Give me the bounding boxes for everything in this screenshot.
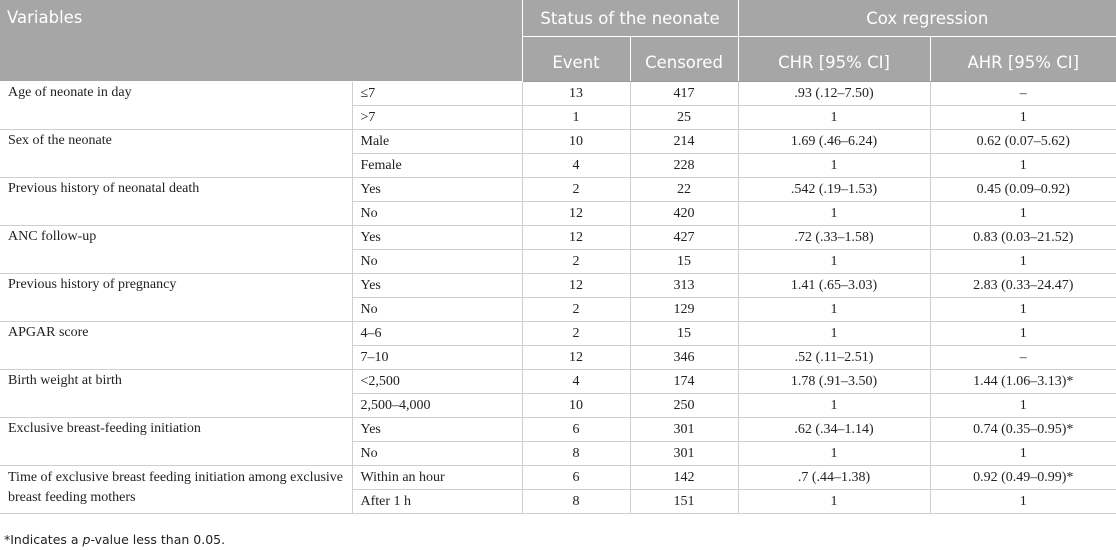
cell-event: 12 [522,226,630,250]
cell-level: Female [352,154,522,178]
table-row [0,82,1116,106]
cell-variable: Previous history of pregnancy [0,274,352,322]
cell-level: Yes [352,226,522,250]
cell-event: 12 [522,346,630,370]
cell-event: 12 [522,274,630,298]
cell-censored: 250 [630,394,738,418]
cell-ahr: 0.45 (0.09–0.92) [930,178,1116,202]
cell-event: 10 [522,394,630,418]
footnote-suffix: -value less than 0.05. [90,532,226,547]
header-row-1 [0,0,1116,37]
cell-censored: 142 [630,466,738,490]
cell-event: 1 [522,106,630,130]
cell-variable: Age of neonate in day [0,82,352,130]
cell-ahr: 0.62 (0.07–5.62) [930,130,1116,154]
cell-level: <2,500 [352,370,522,394]
table-row [0,130,1116,154]
cell-event: 8 [522,442,630,466]
cell-variable: Sex of the neonate [0,130,352,178]
cell-ahr: 1 [930,442,1116,466]
cell-censored: 420 [630,202,738,226]
cell-event: 6 [522,418,630,442]
cell-ahr: – [930,82,1116,106]
table-row [0,322,1116,346]
cell-censored: 417 [630,82,738,106]
cell-censored: 15 [630,250,738,274]
cell-chr: 1 [738,250,930,274]
cell-ahr: 1 [930,298,1116,322]
cell-level: 2,500–4,000 [352,394,522,418]
cell-level: After 1 h [352,490,522,514]
cell-ahr: 1 [930,202,1116,226]
cell-level: 4–6 [352,322,522,346]
cell-event: 13 [522,82,630,106]
header-variables: Variables [0,0,522,82]
cell-ahr: 1 [930,322,1116,346]
cell-ahr: 1 [930,394,1116,418]
cell-censored: 346 [630,346,738,370]
cell-censored: 228 [630,154,738,178]
cell-level: Yes [352,418,522,442]
header-censored: Censored [630,37,738,82]
cell-chr: 1.78 (.91–3.50) [738,370,930,394]
header-status-group: Status of the neonate [522,0,738,37]
cell-censored: 301 [630,442,738,466]
cell-event: 2 [522,178,630,202]
cell-censored: 22 [630,178,738,202]
cell-chr: .52 (.11–2.51) [738,346,930,370]
cell-chr: .62 (.34–1.14) [738,418,930,442]
cell-chr: 1 [738,322,930,346]
cell-chr: 1 [738,154,930,178]
cell-variable: Previous history of neonatal death [0,178,352,226]
cell-censored: 129 [630,298,738,322]
cell-level: No [352,442,522,466]
cell-chr: 1 [738,106,930,130]
cell-chr: 1.41 (.65–3.03) [738,274,930,298]
cell-ahr: 1 [930,250,1116,274]
cell-chr: 1.69 (.46–6.24) [738,130,930,154]
cell-ahr: 1 [930,490,1116,514]
cell-chr: .93 (.12–7.50) [738,82,930,106]
cell-ahr: – [930,346,1116,370]
cell-level: ≤7 [352,82,522,106]
cell-level: Yes [352,178,522,202]
cell-chr: .542 (.19–1.53) [738,178,930,202]
table-row [0,178,1116,202]
cell-event: 4 [522,370,630,394]
cell-event: 6 [522,466,630,490]
cell-variable: Exclusive breast-feeding initiation [0,418,352,466]
header-chr: CHR [95% CI] [738,37,930,82]
cell-level: Yes [352,274,522,298]
cell-variable: ANC follow-up [0,226,352,274]
cell-ahr: 1 [930,106,1116,130]
cell-ahr: 0.83 (0.03–21.52) [930,226,1116,250]
cell-chr: 1 [738,298,930,322]
cell-variable: APGAR score [0,322,352,370]
cell-ahr: 0.74 (0.35–0.95)* [930,418,1116,442]
table-row [0,418,1116,442]
cell-event: 4 [522,154,630,178]
cell-chr: 1 [738,490,930,514]
cell-censored: 427 [630,226,738,250]
cell-event: 2 [522,298,630,322]
footnote [4,532,225,547]
cell-level: No [352,298,522,322]
table-row [0,274,1116,298]
table-row [0,226,1116,250]
header-cox-group: Cox regression [738,0,1116,37]
cell-chr: .72 (.33–1.58) [738,226,930,250]
cell-ahr: 2.83 (0.33–24.47) [930,274,1116,298]
cell-level: 7–10 [352,346,522,370]
cell-censored: 214 [630,130,738,154]
cell-level: No [352,202,522,226]
table-body [0,82,1116,514]
cell-event: 8 [522,490,630,514]
cell-censored: 313 [630,274,738,298]
cell-variable: Birth weight at birth [0,370,352,418]
cell-level: Male [352,130,522,154]
cell-event: 2 [522,322,630,346]
cell-variable: Time of exclusive breast feeding initiation among exclusive breast feeding mothers [0,466,352,514]
cell-censored: 301 [630,418,738,442]
cell-chr: .7 (.44–1.38) [738,466,930,490]
cell-ahr: 1 [930,154,1116,178]
cell-chr: 1 [738,202,930,226]
footnote-prefix: *Indicates a [4,532,83,547]
cell-ahr: 0.92 (0.49–0.99)* [930,466,1116,490]
table-row [0,370,1116,394]
table-row [0,466,1116,490]
footnote-pvalue: p [82,532,91,547]
cell-ahr: 1.44 (1.06–3.13)* [930,370,1116,394]
cell-level: No [352,250,522,274]
header-event: Event [522,37,630,82]
cell-chr: 1 [738,442,930,466]
cell-censored: 151 [630,490,738,514]
cell-censored: 15 [630,322,738,346]
cell-event: 10 [522,130,630,154]
cell-censored: 25 [630,106,738,130]
cell-event: 2 [522,250,630,274]
cell-chr: 1 [738,394,930,418]
cell-level: Within an hour [352,466,522,490]
cell-event: 12 [522,202,630,226]
cell-censored: 174 [630,370,738,394]
cell-level: >7 [352,106,522,130]
header-ahr: AHR [95% CI] [930,37,1116,82]
